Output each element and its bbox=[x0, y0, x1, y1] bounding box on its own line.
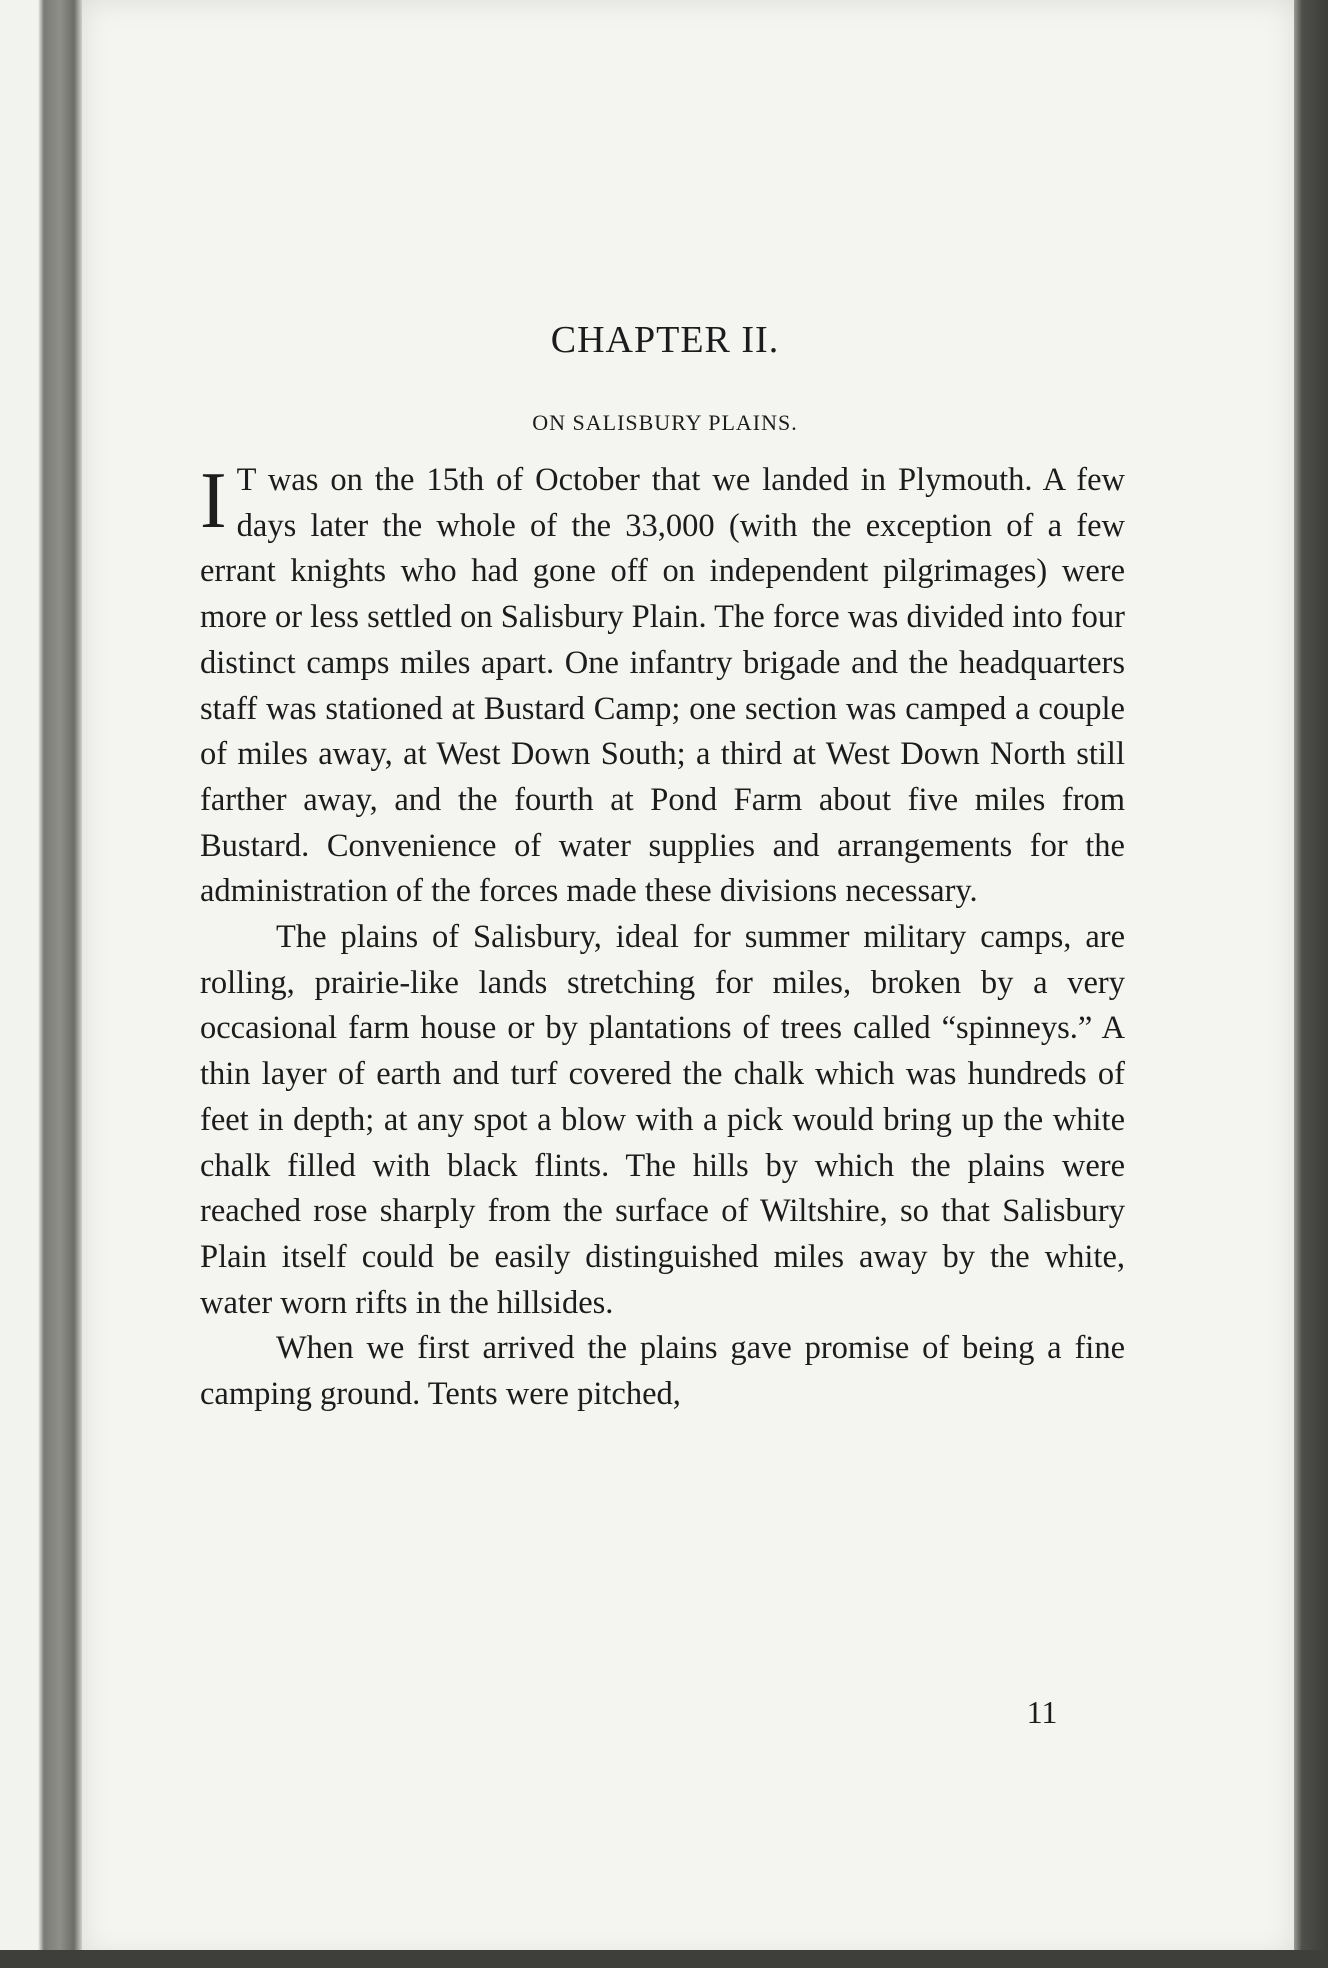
paragraph-3: When we first arrived the plains gave promise of being a fine camping ground. Tents were pitched, bbox=[200, 1330, 1125, 1413]
paragraph-2: The plains of Salisbury, ideal for summer military camps, are rolling, prairie-like lands stretching for miles, broken by a very occasional farm house or by plantations of trees called “spinneys.” A thin layer of earth and turf covered the chalk which was hundreds of feet in depth; at any spot a blow with a pick would bring up the white chalk filled with black flints. The hills by which the plains were reached rose sharply from the surface of Wiltshire, so that Salisbury Plain itself could be easily distinguished miles away by the white, water worn rifts in the hillsides. bbox=[200, 919, 1125, 1321]
body-text bbox=[200, 458, 1125, 1418]
book-gutter bbox=[0, 0, 82, 1968]
paragraph-1-text: T was on the 15th of October that we landed in Plymouth. A few days later the whole of the 33,000 (with the exception of a few errant knights who had gone off on independent pilgrimages) were more or less settled on Salisbury Plain. The force was divided into four distinct camps miles apart. One infantry brigade and the headquarters staff was stationed at Bustard Camp; one section was camped a couple of miles away, at West Down South; a third at West Down North still farther away, and the fourth at Pond Farm about five miles from Bustard. Convenience of water supplies and arrangements for the administration of the forces made these divisions necessary. bbox=[200, 462, 1125, 910]
chapter-title: CHAPTER II. bbox=[550, 319, 780, 361]
drop-cap: I bbox=[200, 457, 227, 545]
chapter-subtitle: ON SALISBURY PLAINS. bbox=[532, 410, 798, 435]
page-edge-bottom bbox=[0, 1950, 1328, 1968]
paragraph-1 bbox=[200, 458, 1125, 915]
page-edge-right bbox=[1294, 0, 1328, 1968]
page-number: 11 bbox=[1026, 1694, 1058, 1730]
